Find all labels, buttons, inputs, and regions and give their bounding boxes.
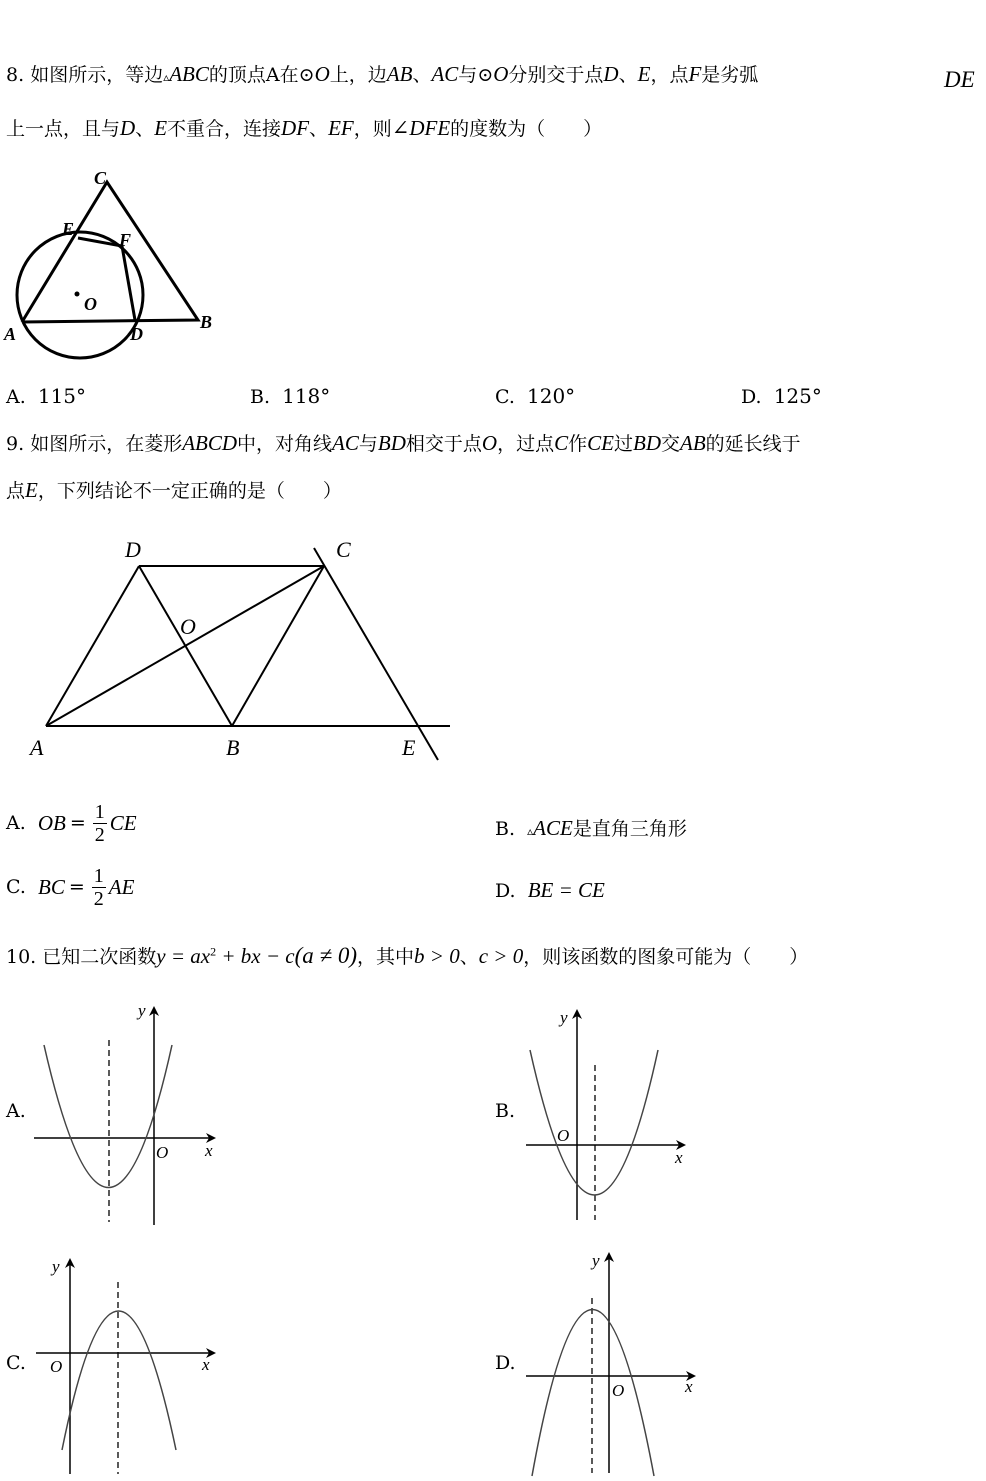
q8-center-dot — [75, 292, 80, 297]
q9-option-c: C. BC = $\frac{1}{2}$ AE — [6, 865, 135, 910]
q8-figure — [0, 160, 230, 360]
q10-option-d-label: D. — [495, 1352, 516, 1374]
q10-graph-c — [30, 1252, 230, 1477]
q9-label-o: O — [180, 614, 196, 639]
q9-a-fraction: $\frac{1}{2}$ — [94, 801, 105, 846]
q8-label-a: A — [4, 324, 17, 344]
q8-line1: 8. 如图所示，等边▵ABC的顶点A在⊙O上，边AB、AC与⊙O分别交于点D、E，点F是劣弧 — [6, 62, 759, 86]
q10-a-y-label: y — [138, 1001, 146, 1020]
q8-option-d: D. 125° — [741, 384, 822, 408]
q10-c-parabola — [62, 1311, 176, 1450]
q10-d-y-label: y — [592, 1251, 600, 1270]
q8-option-b: B. 118° — [250, 384, 331, 408]
q8-triangle-abc — [22, 182, 198, 322]
q10-option-a-label: A. — [6, 1100, 26, 1122]
q9-side-ad — [46, 566, 139, 726]
q8-label-o: O — [84, 294, 97, 314]
q8-arc-de: DE — [944, 67, 975, 92]
q9-label-e: E — [402, 735, 416, 760]
q8-label-d: D — [130, 324, 143, 344]
q10-d-parabola — [532, 1310, 654, 1477]
q10-graph-b — [520, 1005, 700, 1225]
q8-label-f: F — [119, 230, 132, 250]
q9-line1: 9. 如图所示，在菱形ABCD中，对角线AC与BD相交于点O，过点C作CE过BD交AB的延长线于 — [6, 431, 801, 455]
q9-label-a: A — [30, 735, 44, 760]
q9-option-d: D. BE = CE — [495, 878, 605, 902]
q9-label-d: D — [125, 537, 141, 562]
q9-c-fraction: $\frac{1}{2}$ — [93, 865, 104, 910]
q9-figure — [0, 530, 470, 770]
q10-option-c-label: C. — [6, 1352, 26, 1374]
q9-side-bc — [232, 566, 324, 726]
q10-b-y-label: y — [560, 1008, 568, 1027]
q10-c-x-label: x — [202, 1355, 210, 1374]
q10-a-parabola — [44, 1045, 172, 1188]
q9-option-b: B. ▵ACE是直角三角形 — [495, 816, 687, 840]
q10-d-origin-label: O — [612, 1381, 625, 1400]
q8-label-e: E — [62, 219, 75, 239]
q8-line2: 上一点，且与D、E不重合，连接DF、EF，则∠DFE的度数为（ ） — [6, 116, 603, 140]
q10-c-y-label: y — [52, 1257, 60, 1276]
q10-graph-d — [520, 1248, 700, 1478]
q10-a-x-label: x — [205, 1141, 213, 1160]
q9-line-ce — [314, 548, 438, 760]
q9-diag-bd — [139, 566, 232, 726]
q10-b-parabola — [530, 1050, 658, 1195]
q9-label-c: C — [336, 537, 351, 562]
q10-a-origin-label: O — [156, 1143, 169, 1162]
q9-label-b: B — [226, 735, 240, 760]
q8-label-c: C — [94, 168, 107, 188]
q10-line: 10. 已知二次函数$y = ax^2$ + bx − c(a ≠ 0)，其中b > 0、c > 0，则该函数的图象可能为（ ） — [6, 943, 809, 968]
q8-label-b: B — [200, 312, 213, 332]
q8-option-c: C. 120° — [495, 384, 576, 408]
q10-graph-a — [30, 1000, 230, 1230]
q9-option-a: A. OB = $\frac{1}{2}$ CE — [6, 801, 137, 846]
q10-option-b-label: B. — [495, 1100, 516, 1122]
q8-option-a: A. 115° — [6, 384, 87, 408]
q10-c-origin-label: O — [50, 1357, 63, 1376]
q9-line2: 点E，下列结论不一定正确的是（ ） — [6, 478, 342, 502]
q10-b-x-label: x — [675, 1148, 683, 1167]
q10-d-x-label: x — [685, 1377, 693, 1396]
q10-b-origin-label: O — [557, 1126, 570, 1145]
